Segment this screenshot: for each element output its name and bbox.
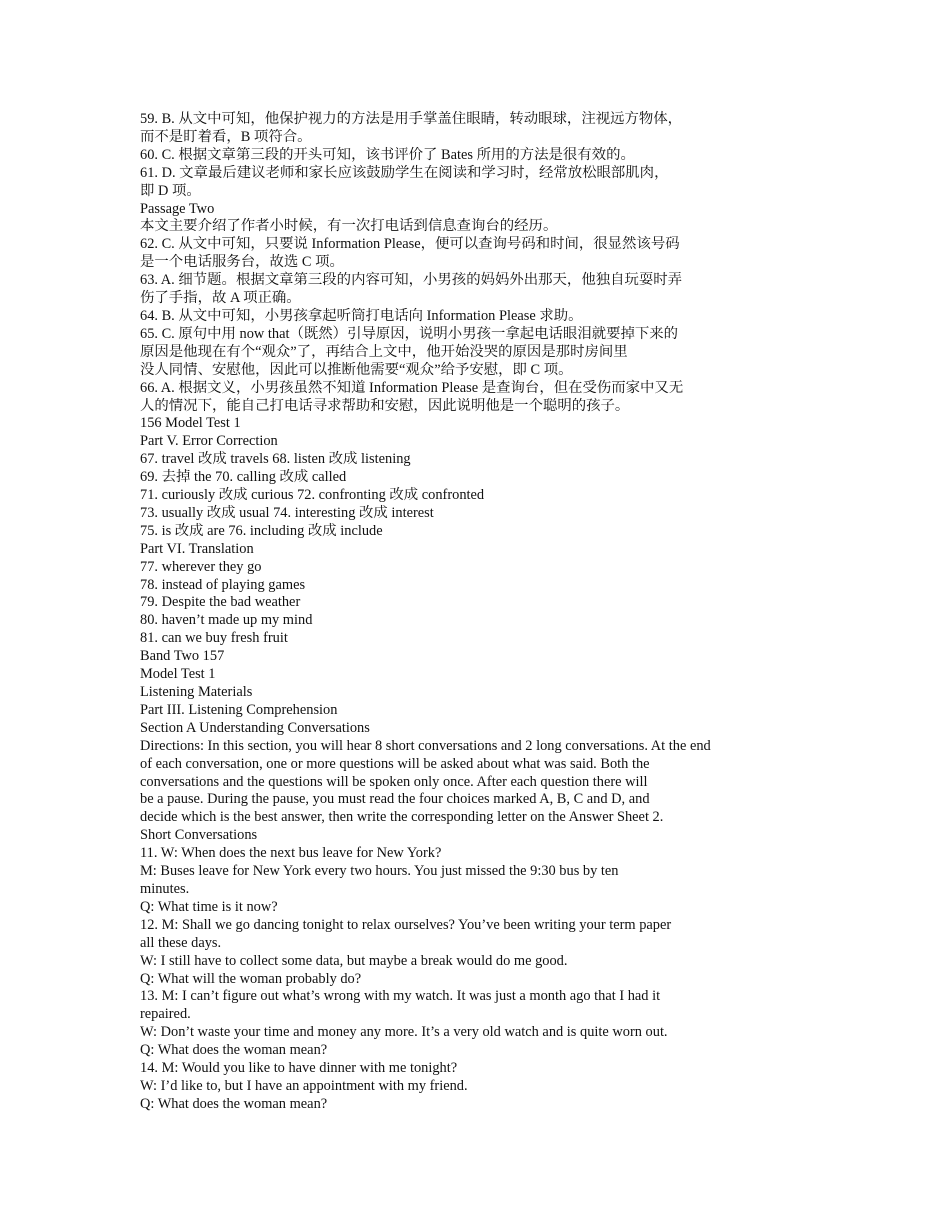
text-line: Q: What does the woman mean?: [140, 1095, 328, 1112]
text-line: 78. instead of playing games: [140, 576, 306, 593]
text-line: Q: What will the woman probably do?: [140, 970, 362, 987]
text-line: 即 D 项。: [140, 182, 201, 199]
text-line: 没人同情、安慰他，因此可以推断他需要“观众”给予安慰，即 C 项。: [140, 361, 573, 378]
text-line: Part VI. Translation: [140, 540, 254, 557]
text-line: 77. wherever they go: [140, 558, 262, 575]
text-line: Q: What does the woman mean?: [140, 1042, 328, 1059]
text-line: 伤了手指，故 A 项正确。: [140, 290, 301, 307]
text-line: minutes.: [140, 880, 190, 897]
text-line: 60. C. 根据文章第三段的开头可知，该书评价了 Bates 所用的方法是很有效的。: [140, 146, 635, 163]
text-line: 而不是盯着看，B 项符合。: [140, 128, 312, 145]
text-line: Band Two 157: [140, 648, 225, 665]
text-line: W: I still have to collect some data, but maybe a break would do me good.: [140, 952, 568, 969]
text-line: 本文主要介绍了作者小时候，有一次打电话到信息查询台的经历。: [140, 218, 558, 235]
text-line: 61. D. 文章最后建议老师和家长应该鼓励学生在阅读和学习时，经常放松眼部肌肉，: [140, 164, 669, 181]
text-line: Short Conversations: [140, 827, 258, 844]
text-line: W: Don’t waste your time and money any more. It’s a very old watch and is quite worn out.: [140, 1024, 668, 1041]
text-line: 62. C. 从文中可知，只要说 Information Please，便可以查询号码和时间，很显然该号码: [140, 236, 680, 253]
text-line: decide which is the best answer, then write the corresponding letter on the Answer Sheet 2.: [140, 809, 664, 826]
text-line: 81. can we buy fresh fruit: [140, 630, 288, 647]
text-line: Directions: In this section, you will hear 8 short conversations and 2 long conversations. At the end: [140, 737, 711, 754]
text-line: Part III. Listening Comprehension: [140, 701, 338, 718]
document-page: [140, 111, 900, 1114]
text-line: 是一个电话服务台，故选 C 项。: [140, 254, 344, 271]
text-line: W: I’d like to, but I have an appointment with my friend.: [140, 1077, 468, 1094]
text-line: be a pause. During the pause, you must read the four choices marked A, B, C and D, and: [140, 791, 650, 808]
text-line: 66. A. 根据文义，小男孩虽然不知道 Information Please 是查询台，但在受伤而家中又无: [140, 379, 684, 396]
text-line: Model Test 1: [140, 666, 216, 683]
text-line: M: Buses leave for New York every two hours. You just missed the 9:30 bus by ten: [140, 863, 619, 880]
text-line: 59. B. 从文中可知，他保护视力的方法是用手掌盖住眼睛，转动眼球，注视远方物体，: [140, 111, 683, 127]
text-line: Listening Materials: [140, 684, 253, 700]
text-line: 156 Model Test 1: [140, 415, 241, 432]
text-line: 原因是他现在有个“观众”了，再结合上文中，他开始没哭的原因是那时房间里: [140, 343, 628, 360]
text-line: 14. M: Would you like to have dinner with me tonight?: [140, 1060, 458, 1077]
text-line: 67. travel 改成 travels 68. listen 改成 listening: [140, 451, 411, 468]
text-line: conversations and the questions will be spoken only once. After each question there will: [140, 773, 648, 790]
text-line: 65. C. 原句中用 now that（既然）引导原因，说明小男孩一拿起电话眼泪就要掉下来的: [140, 325, 679, 342]
text-line: all these days.: [140, 934, 222, 951]
text-line: 71. curiously 改成 curious 72. confronting 改成 confronted: [140, 487, 485, 504]
text-line: 75. is 改成 are 76. including 改成 include: [140, 522, 383, 539]
text-line: 63. A. 细节题。根据文章第三段的内容可知，小男孩的妈妈外出那天，他独自玩耍时弄: [140, 272, 683, 289]
text-line: Q: What time is it now?: [140, 898, 278, 915]
text-line: Part V. Error Correction: [140, 433, 278, 450]
text-line: 13. M: I can’t figure out what’s wrong with my watch. It was just a month ago that I had it: [140, 988, 661, 1005]
text-line: Section A Understanding Conversations: [140, 719, 370, 736]
text-line: 80. haven’t made up my mind: [140, 612, 313, 629]
text-line: 11. W: When does the next bus leave for New York?: [140, 845, 442, 862]
text-line: 64. B. 从文中可知，小男孩拿起听筒打电话向 Information Please 求助。: [140, 307, 583, 324]
text-line: 73. usually 改成 usual 74. interesting 改成 interest: [140, 504, 434, 521]
text-line: 69. 去掉 the 70. calling 改成 called: [140, 469, 347, 486]
text-line: 人的情况下，能自己打电话寻求帮助和安慰，因此说明他是一个聪明的孩子。: [140, 397, 630, 414]
text-line: Passage Two: [140, 200, 215, 217]
text-line: 12. M: Shall we go dancing tonight to relax ourselves? You’ve been writing your term paper: [140, 916, 672, 933]
text-line: of each conversation, one or more questions will be asked about what was said. Both the: [140, 755, 650, 772]
text-line: 79. Despite the bad weather: [140, 594, 301, 611]
text-line: repaired.: [140, 1006, 191, 1023]
